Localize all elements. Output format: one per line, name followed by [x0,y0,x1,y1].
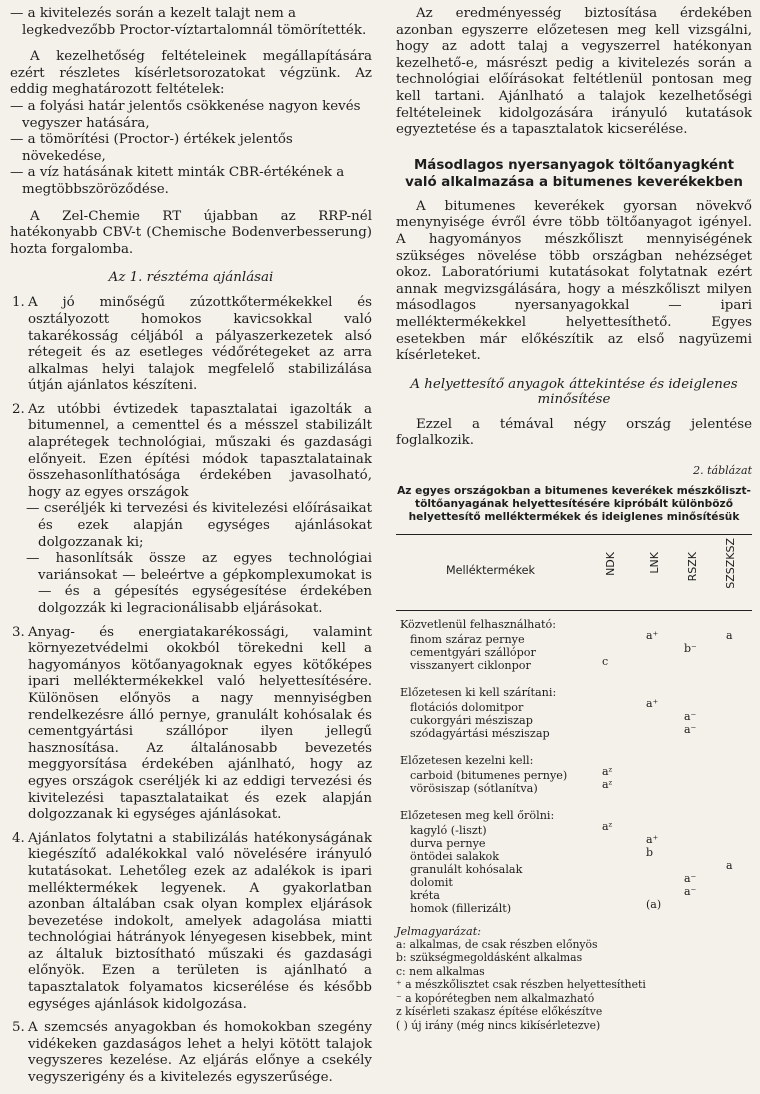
list-item: 4. Ajánlatos folytatni a stabilizálás hatékonyságának kiegészítő adalékokkal való növelésére irányuló kutatásokat. Lehetőleg ezek az adalékok is ipari melléktermékek legyenek. A gyakorlatban azonban általában csak olyan komplex eljárások bevezetése indokolt, amelyek adagolása miatti technológiai hátrányok lényegesen kisebbek, mint az általuk biztosítható műszaki és gazdasági előnyök. Ezen a területen is ajánlható a tapasztalatok folyamatos kicserélése és később egységes ajánlások kidolgozása. [12,830,372,1012]
table-cell: aᶻ [602,777,613,791]
table-group-label: Közvetlenül felhasználható: [400,617,557,631]
legend-item: z kísérleti szakasz építése előkészítve [396,1005,603,1019]
legend-item: ( ) új irány (még nincs kikísérletezve) [396,1018,601,1032]
legend-item: c: nem alkalmas [396,964,485,978]
substitutes-table [396,534,752,919]
table-group-label: Előzetesen ki kell szárítani: [400,685,557,699]
table-row-label: flotációs dolomitpor [410,700,524,714]
table-cell: a⁺ [646,696,659,710]
right-column [396,6,752,1032]
table-row-label: cementgyári szállópor [410,645,536,659]
list-item: 5. A szemcsés anyagokban és homokokban szegény vidékeken gazdaságos lehet a helyi kötött talajok vegyszeres kezelése. Az eljárás előnye a csekély vegyszerigény és a kivitelezés egyszerűsége. [12,1020,372,1086]
legend [396,925,752,1033]
table-row-label: dolomit [410,875,453,889]
legend-item: b: szükségmegoldásként alkalmas [396,951,583,965]
list-item: 2. Az utóbbi évtizedek tapasztalatai igazolták a bitumennel, a cementtel és a mésszel stabilizált alaprétegek technológiai, műszaki és gazdasági előnyeit. Ezen építési módok tapasztalatainak összehasonlíthatósága érdekében javasolható, hogy az egyes országok — cseréljék ki tervezési és kivitelezési előírásaikat és ezek alapján egységes ajánlásokat dolgozzanak ki; — hasonlítsák össze az egyes technológiai variánsokat — beleértve a gépkomplexumokat is — és a gépesítés egységesítése érdekében dolgozzák ki legracionálisabb eljárásokat. [12,401,372,616]
paragraph: A kezelhetőség feltételeinek megállapítására ezért részletes kísérletsorozatokat végzünk. Az eddig meghatározott feltételek: [10,49,372,98]
table-rule [396,534,752,535]
section-title: Másodlagos nyersanyagok töltőanyagként való alkalmazása a bitumenes keverékekben [405,157,743,190]
column-header-ndk: NDK [604,551,617,576]
table-row-label: kagyló (-liszt) [410,823,487,837]
table-rule [396,610,752,611]
column-header-rszk: RSZK [686,551,699,582]
table-cell: b [646,845,654,859]
sub-item: — hasonlítsák össze az egyes technológiai variánsokat — beleértve a gépkomplexumokat is — és a gépesítés egységesítése érdekében dolgozzák ki legracionálisabb eljárásokat. [26,551,372,616]
table-row-label: carboid (bitumenes pernye) [410,768,568,782]
table-cell: a⁺ [646,628,659,642]
list-item: 1. A jó minőségű zúzottkőtermékekkel és osztályozott homokos kavicsokkal való takarékosság céljából a pályaszerkezetek alsó rétegeit és az esetleges védőrétegeket az arra alkalmas helyi talajok megfelelő stabilizálása útján ajánlatos készíteni. [12,295,372,394]
table-cell: a [726,628,733,642]
paragraph: A Zel-Chemie RT újabban az RRP-nél hatékonyabb CBV-t (Chemische Bodenverbesserung) hozta forgalomba. [10,208,372,257]
table-row-label: homok (fillerizált) [410,901,512,915]
table-row-label: visszanyert ciklonpor [410,658,531,672]
legend-item: a: alkalmas, de csak részben előnyös [396,937,598,951]
table-title: Az egyes országokban a bitumenes keverékek mészkőliszt-töltőanyagának helyettesítésére kipróbált különböző helyettesítő melléktermékek és ideiglenes minősítésük [397,484,751,523]
table-row-label: durva pernye [410,836,486,850]
table-row-label: szódagyártási mésziszap [410,726,550,740]
legend-heading: Jelmagyarázat: [396,924,481,938]
section-heading: Az 1. résztéma ajánlásai [108,270,274,286]
legend-item: ⁻ a kopórétegben nem alkalmazható [396,991,595,1005]
table-number: 2. táblázat [693,463,752,477]
paragraph: Az eredményesség biztosítása érdekében azonban egyszerre előzetesen meg kell vizsgálni, hogy az adott talaj a vegyszerrel hatékonyan kezelhető-e, másrészt pedig a kivitelezés során a technológiai előírásokat feltétlenül pontosan meg kell tartani. Ajánlható a talajok kezelhetőségi feltételeinek kidolgozására irányuló kutatások egyeztetése és a tapasztalatok kicserélése. [396,6,752,138]
condition-item: — a folyási határ jelentős csökkenése nagyon kevés vegyszer hatására, [10,98,361,131]
recommendation-list [10,295,372,1086]
paragraph: Ezzel a témával négy ország jelentése foglalkozik. [396,416,752,449]
table-cell: b⁻ [684,641,697,655]
intro-bullet: — a kivitelezés során a kezelt talajt nem a legkedvezőbb Proctor-víztartalomnál tömörítették. [10,6,367,38]
table-cell: a [726,858,733,872]
table-cell: a⁻ [684,884,697,898]
table-cell: aᶻ [602,819,613,833]
table-cell: a⁻ [684,709,697,723]
table-row-label: öntödei salakok [410,849,500,863]
left-column [10,6,372,1094]
table-cell: a⁺ [646,832,659,846]
table-row-label: granulált kohósalak [410,862,523,876]
subheading: A helyettesítő anyagok áttekintése és ideiglenes minősítése [410,376,738,407]
table-row-label: cukorgyári mésziszap [410,713,533,727]
column-header-main: Melléktermékek [446,563,536,577]
column-header-szszksz: SZSZKSZ [724,537,737,589]
table-cell: a⁻ [684,871,697,885]
sub-item: — cseréljék ki tervezési és kivitelezési előírásaikat és ezek alapján egységes ajánlásokat dolgozzanak ki; [26,501,372,550]
table-row-label: kréta [410,888,440,902]
table-row-label: finom száraz pernye [410,632,525,646]
table-group-label: Előzetesen meg kell őrölni: [400,808,555,822]
table-cell: c [602,654,609,668]
table-cell: aᶻ [602,764,613,778]
table-group-label: Előzetesen kezelni kell: [400,753,534,767]
condition-item: — a víz hatásának kitett minták CBR-értékének a megtöbbszöröződése. [10,165,345,197]
legend-item: ⁺ a mészkőlisztet csak részben helyettesítheti [396,978,646,992]
table-cell: (a) [646,897,662,911]
paragraph: A bitumenes keverékek gyorsan növekvő menynyisége évről évre több töltőanyagot igényel. A hagyományos mészkőliszt mennyiségének szükséges növelése több országban nehézséget okoz. Laboratóriumi kutatásokat folytatnak ezért annak megvizsgálására, hogy a mészkőliszt milyen másodlagos nyersanyagokkal — ipari melléktermékekkel helyettesíthető. Egyes esetekben már előkészítik az első nagyüzemi kísérleteket. [396,198,752,364]
list-item: 3. Anyag- és energiatakarékossági, valamint környezetvédelmi okokból törekedni kell a hagyományos kötőanyagoknak egyes kötőképes ipari melléktermékekkel való helyettesítésére. Különösen előnyös a nagy mennyiségben rendelkezésre álló pernye, granulált kohósalak és cementgyártási szállópor ilyen jellegű hasznosítása. Az általánosabb bevezetés meggyorsítása érdekében ajánlható, hogy az egyes országok cseréljék ki az eddigi tervezési és kivitelezési tapasztalataikat és ezek alapján dolgozzanak ki egységes ajánlásokat. [12,624,372,823]
condition-item: — a tömörítési (Proctor-) értékek jelentős növekedése, [10,132,293,164]
table-cell: a⁻ [684,722,697,736]
column-header-lnk: LNK [648,551,661,574]
table-row-label: vörösiszap (sótlanítva) [410,781,538,795]
